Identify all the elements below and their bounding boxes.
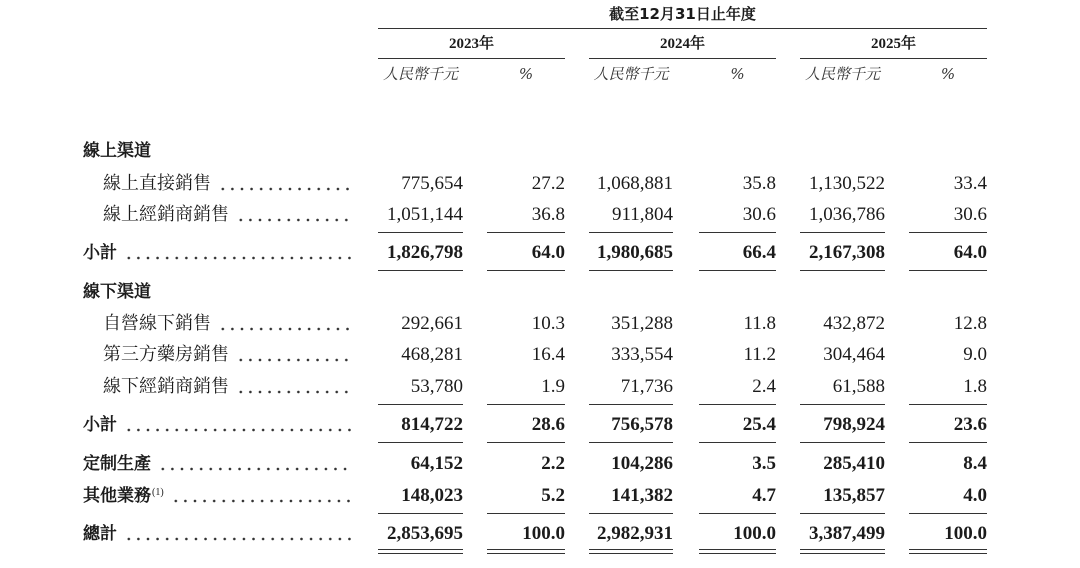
row-offline-subtotal [0,413,1080,437]
percent-2025: 30.6 [909,203,987,227]
percent-2023: 16.4 [531,344,565,365]
row-label-text: 線上直接銷售 [103,173,211,194]
percent-2025: 33.4 [953,173,987,194]
row-label-text: 小計 [83,415,117,435]
amount-unit-2023: 人民幣千元 [382,65,458,83]
amount-2023: 2,853,695 [378,522,463,546]
amount-2023: 814,722 [378,413,463,437]
amount-2024: 141,382 [589,484,673,508]
row-online-subtotal [0,241,1080,265]
amount-2025: 1,036,786 [800,203,885,227]
row-offline-distributor-sales [0,375,1080,399]
year-rule-2025 [800,58,987,59]
percent-unit-2023: % [518,65,534,83]
percent-2023: 64.0 [487,241,565,265]
amount-2024: 71,736 [589,375,673,399]
row-label-text: 第三方藥房銷售 [103,344,229,365]
row-label-text: 其他業務 [83,486,151,506]
leader-dots [171,484,352,508]
amount-2023: 775,654 [401,173,463,194]
group-heading: 線下渠道 [83,282,151,302]
amount-2023: 148,023 [378,484,463,508]
leader-dots [236,203,352,227]
row-grand-total [0,522,1080,546]
year-header-2025: 2025年 [870,36,916,52]
row-online-channel-header [0,139,1080,163]
percent-2023: 2.2 [541,453,565,474]
percent-2025: 8.4 [963,453,987,474]
row-third-party-pharmacy-sales [0,343,1080,367]
leader-dots [236,343,352,367]
amount-2025: 432,872 [823,313,885,334]
percent-2024: 66.4 [699,241,776,265]
row-label-text: 小計 [83,243,117,263]
row-label [83,413,352,437]
percent-2024: 100.0 [699,522,776,546]
percent-2023: 100.0 [487,522,565,546]
amount-2025: 1,130,522 [809,173,885,194]
amount-2023: 1,051,144 [378,203,463,227]
amount-2024: 351,288 [611,313,673,334]
row-label-text: 線上經銷商銷售 [103,204,229,225]
amount-2025: 304,464 [823,344,885,365]
amount-2024: 333,554 [611,344,673,365]
percent-2024: 11.2 [743,344,776,365]
year-header-2024: 2024年 [659,36,705,52]
row-label [103,203,352,227]
amount-2025: 61,588 [800,375,885,399]
amount-2023: 53,780 [378,375,463,399]
percent-2025: 23.6 [909,413,987,437]
percent-2025: 100.0 [909,522,987,546]
row-other-business [0,484,1080,508]
row-label-text: 自營線下銷售 [103,313,211,334]
row-label [83,484,352,508]
amount-2024: 104,286 [611,453,673,474]
percent-2023: 28.6 [487,413,565,437]
row-custom-manufacturing [0,452,1080,476]
group-heading: 線上渠道 [83,141,151,161]
amount-2023: 1,826,798 [378,241,463,265]
amount-2024: 1,980,685 [589,241,673,265]
percent-2024: 3.5 [752,453,776,474]
amount-2025: 798,924 [800,413,885,437]
amount-2024: 2,982,931 [589,522,673,546]
row-offline-channel-header [0,280,1080,304]
amount-2024: 1,068,881 [597,173,673,194]
row-label [83,522,352,546]
percent-2024: 4.7 [699,484,776,508]
row-label-text: 總計 [83,524,117,544]
row-label [83,139,352,163]
leader-dots [124,522,352,546]
amount-2025: 2,167,308 [800,241,885,265]
amount-2025: 135,857 [800,484,885,508]
amount-2025: 3,387,499 [800,522,885,546]
row-label [103,312,352,336]
year-header-2023: 2023年 [448,36,494,52]
row-label-text: 線下經銷商銷售 [103,376,229,397]
leader-dots [218,312,352,336]
row-label [103,375,352,399]
percent-2025: 1.8 [909,375,987,399]
leader-dots [218,172,352,196]
percent-2024: 2.4 [699,375,776,399]
row-label-text: 定制生產 [83,454,151,474]
percent-2023: 27.2 [531,173,565,194]
leader-dots [124,413,352,437]
percent-2024: 35.8 [742,173,776,194]
amount-2023: 468,281 [401,344,463,365]
percent-2023: 1.9 [487,375,565,399]
amount-unit-2025: 人民幣千元 [804,65,880,83]
row-label [83,280,352,304]
percent-2025: 64.0 [909,241,987,265]
percent-2024: 30.6 [699,203,776,227]
year-rule-2023 [378,58,565,59]
leader-dots [124,241,352,265]
row-label [83,452,352,476]
amount-2023: 64,152 [410,453,463,474]
amount-unit-2024: 人民幣千元 [593,65,669,83]
percent-2025: 4.0 [909,484,987,508]
percent-unit-2024: % [730,65,745,83]
year-rule-2024 [589,58,776,59]
header-rule [378,28,987,29]
leader-dots [236,375,352,399]
amount-2024: 911,804 [589,203,673,227]
percent-2024: 25.4 [699,413,776,437]
row-online-direct-sales [0,172,1080,196]
row-label [103,172,352,196]
percent-2025: 9.0 [963,344,987,365]
row-self-operated-offline-sales [0,312,1080,336]
percent-unit-2025: % [940,65,956,83]
amount-2023: 292,661 [401,313,463,334]
row-online-distributor-sales [0,203,1080,227]
percent-2023: 36.8 [487,203,565,227]
footnote-marker: (1) [152,487,164,498]
leader-dots [158,452,352,476]
percent-2023: 10.3 [531,313,565,334]
row-label [103,343,352,367]
percent-2024: 11.8 [743,313,776,334]
percent-2025: 12.8 [953,313,987,334]
period-title: 截至12月31日止年度 [609,5,756,23]
row-label [83,241,352,265]
amount-2024: 756,578 [589,413,673,437]
percent-2023: 5.2 [487,484,565,508]
amount-2025: 285,410 [823,453,885,474]
